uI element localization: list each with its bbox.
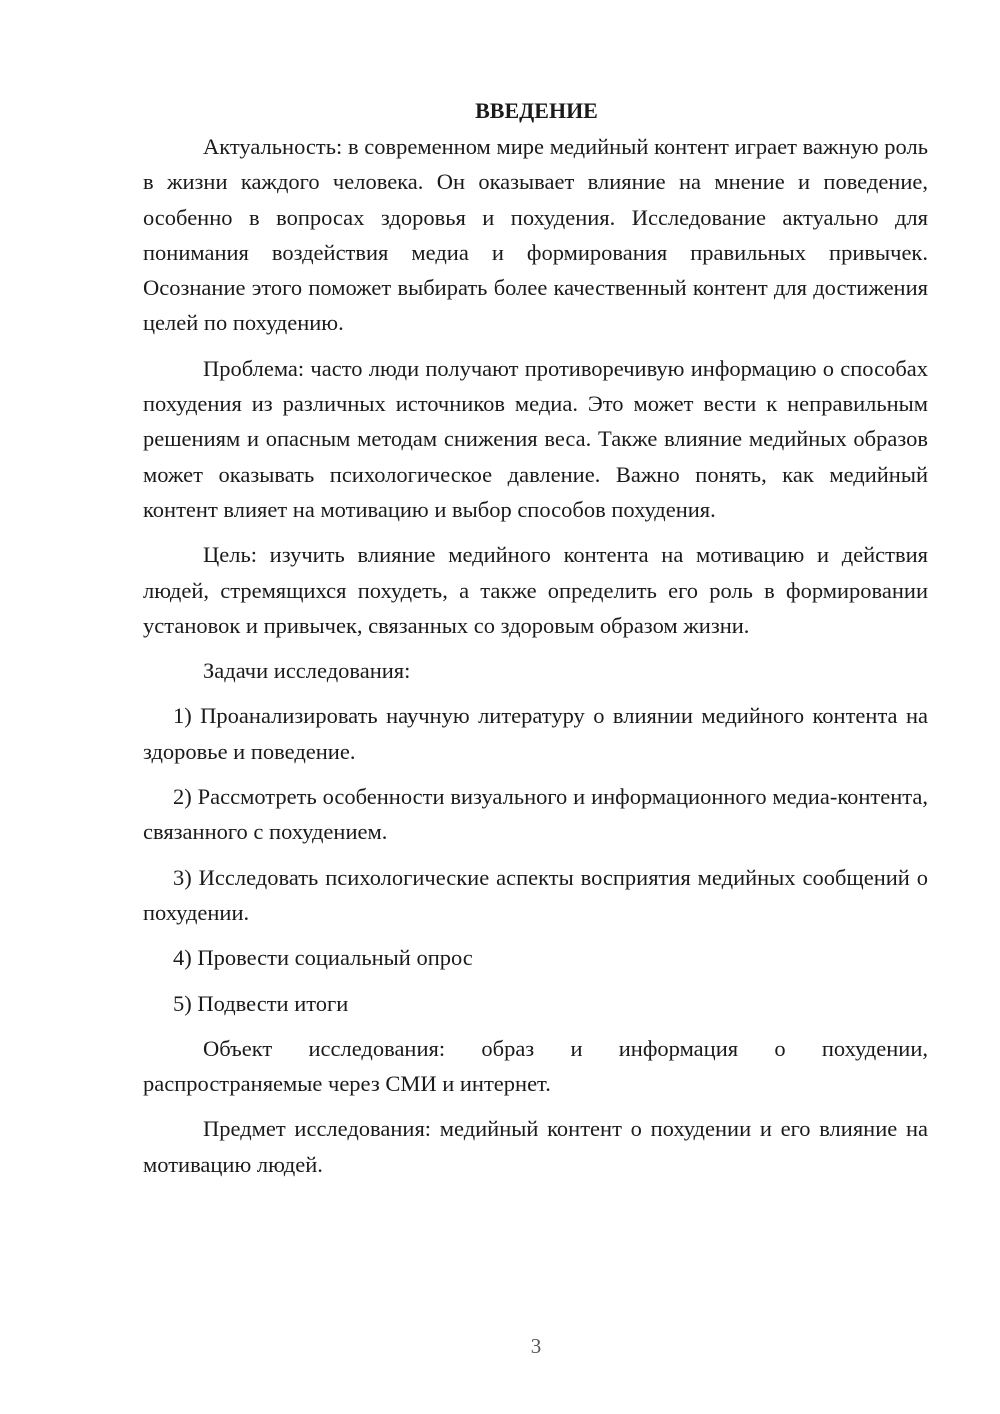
- paragraph-subject: Предмет исследования: медийный контент о похудении и его влияние на мотивацию людей.: [143, 1116, 928, 1177]
- page-number: 3: [530, 1334, 542, 1358]
- task-item-2: 2) Рассмотреть особенности визуального и информационного медиа-контента, связанного с похудением.: [143, 784, 928, 845]
- paragraph-tasks-heading: Задачи исследования:: [203, 658, 411, 684]
- task-item-3: 3) Исследовать психологические аспекты восприятия медийных сообщений о похудении.: [143, 864, 928, 925]
- paragraph-goal: Цель: изучить влияние медийного контента на мотивацию и действия людей, стремящихся похудеть, а также определить его роль в формировании установок и привычек, связанных со здоровым образом жизни.: [143, 542, 928, 638]
- document-page: [143, 96, 928, 1182]
- task-item-4: 4) Провести социальный опрос: [173, 945, 473, 971]
- paragraph-object: Объект исследования: образ и информация о похудении, распространяемые через СМИ и интернет.: [143, 1035, 928, 1097]
- paragraph-relevance: Актуальность: в современном мире медийный контент играет важную роль в жизни каждого человека. Он оказывает влияние на мнение и поведение, особенно в вопросах здоровья и похудения. Исследование актуально для понимания воздействия медиа и формирования правильных привычек. Осознание этого поможет выбирать более качественный контент для достижения целей по похудению.: [143, 134, 928, 336]
- paragraph-problem: Проблема: часто люди получают противоречивую информацию о способах похудения из различных источников медиа. Это может вести к неправильным решениям и опасным методам снижения веса. Также влияние медийных образов может оказывать психологическое давление. Важно понять, как медийный контент влияет на мотивацию и выбор способов похудения.: [143, 355, 928, 522]
- section-title: ВВЕДЕНИЕ: [475, 98, 598, 123]
- task-item-1: 1) Проанализировать научную литературу о влиянии медийного контента на здоровье и поведение.: [143, 703, 928, 764]
- task-item-5: 5) Подвести итоги: [173, 990, 349, 1016]
